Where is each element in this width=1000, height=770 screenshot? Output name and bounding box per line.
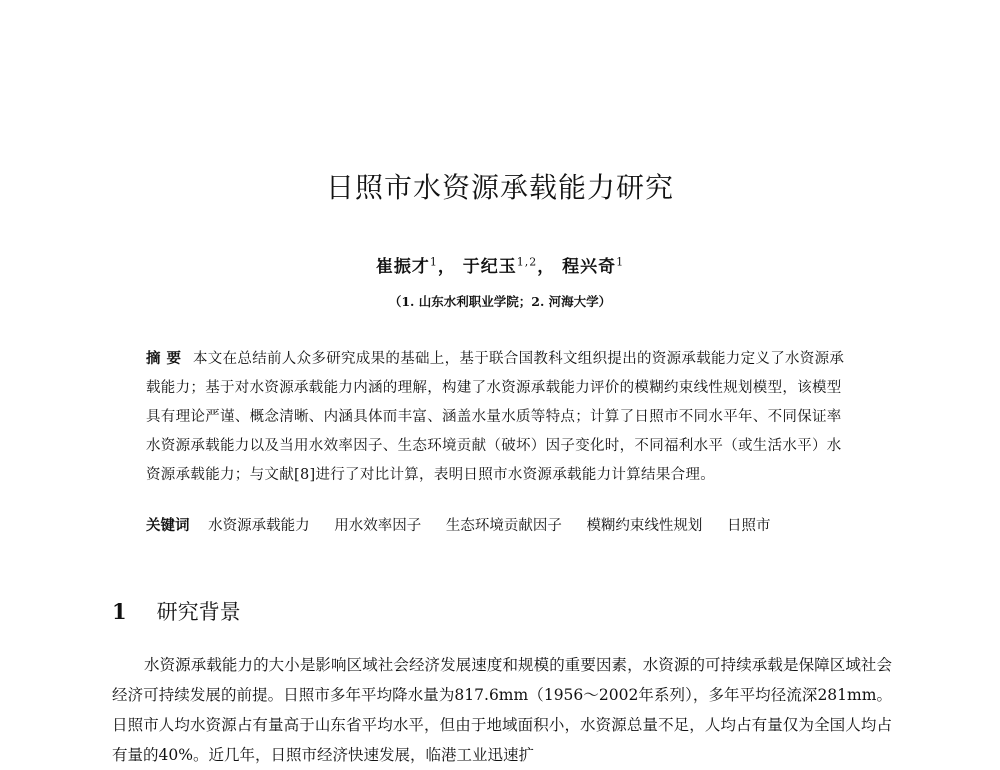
section-title: 研究背景 xyxy=(156,600,241,624)
author-separator: ， xyxy=(437,257,456,277)
keyword: 生态环境贡献因子 xyxy=(445,518,562,534)
section-heading xyxy=(112,596,241,626)
keywords-label: 关键词 xyxy=(146,517,190,534)
abstract-text: 本文在总结前人众多研究成果的基础上，基于联合国教科文组织提出的资源承载能力定义了水资源承载能力；基于对水资源承载能力内涵的理解，构建了水资源承载能力评价的模糊约束线性规划模型，该模型具有理论严谨、概念清晰、内涵具体而丰富、涵盖水量水质等特点；计算了日照市不同水平年、不同保证率水资源承载能力以及当用水效率因子、生态环境贡献（破坏）因子变化时，不同福利水平（或生活水平）水资源承载能力；与文献[8]进行了对比计算，表明日照市水资源承载能力计算结果合理。 xyxy=(146,351,845,483)
author-name: 于纪玉 xyxy=(462,257,517,277)
author-affiliation-mark: 1 xyxy=(616,255,625,269)
keyword: 日照市 xyxy=(727,518,771,534)
paper-title: 日照市水资源承载能力研究 xyxy=(325,171,674,204)
author-name: 崔振才 xyxy=(375,257,430,277)
abstract-label: 摘要 xyxy=(146,350,187,367)
keyword: 模糊约束线性规划 xyxy=(586,518,703,534)
keyword: 水资源承载能力 xyxy=(208,518,310,534)
author-separator: ， xyxy=(537,257,556,277)
keyword: 用水效率因子 xyxy=(334,518,422,534)
author-list xyxy=(0,252,1000,277)
body-paragraph: 水资源承载能力的大小是影响区域社会经济发展速度和规模的重要因素，水资源的可持续承载是保障区域社会经济可持续发展的前提。日照市多年平均降水量为817.6mm（1956～2002年系列），多年平均径流深281mm。日照市人均水资源占有量高于山东省平均水平，但由于地域面积小，水资源总量不足，人均占有量仅为全国人均占有量的40%。近几年，日照市经济快速发展，临港工业迅速扩 xyxy=(112,656,892,764)
author-affiliation-mark: 1 xyxy=(429,255,438,269)
author-name: 程兴奇 xyxy=(562,257,617,277)
section-number: 1 xyxy=(112,599,127,624)
author-affiliation-mark: 1,2 xyxy=(516,255,538,269)
keywords xyxy=(146,514,856,535)
affiliations: （1. 山东水利职业学院；2. 河海大学） xyxy=(388,294,612,309)
abstract xyxy=(146,344,856,490)
